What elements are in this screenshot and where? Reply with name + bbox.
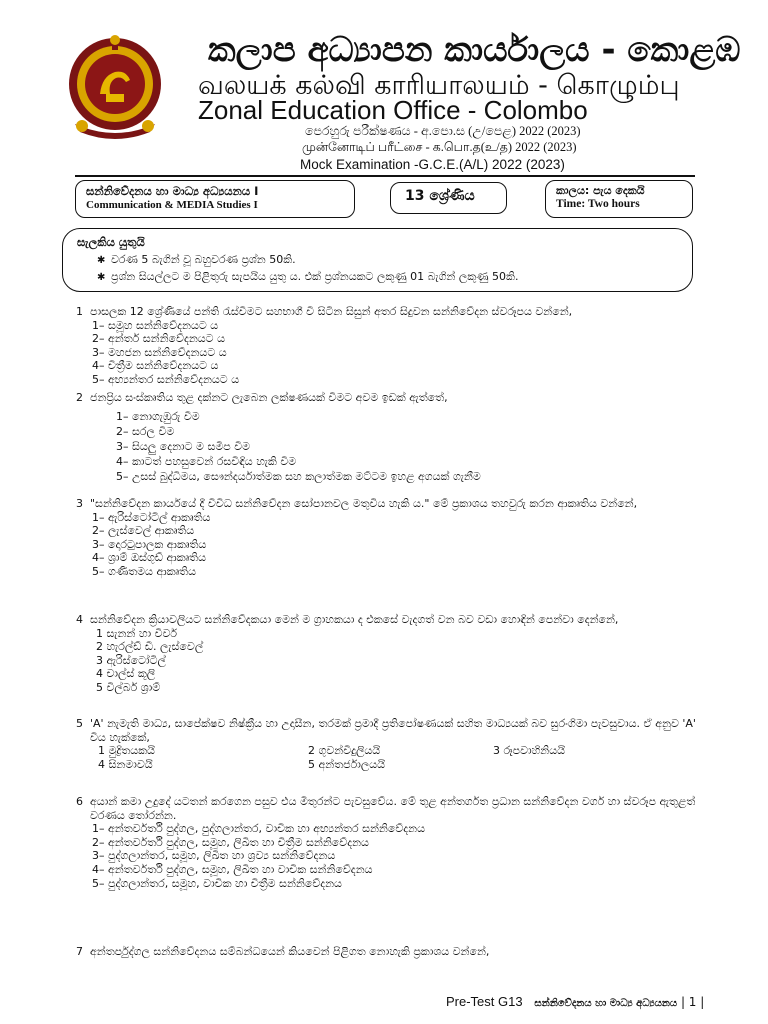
question-text: පාසලක 12 ශ්‍රේණියේ පන්ති රැස්වීමට සහභාගී වී සිටින සිසුන් අතර සිදුවන සන්නිවේදන ස්වරූපය වන්නේ,: [90, 305, 573, 318]
answer-option: 3– පුද්ගලාන්තර, සමූහ, ලිඛිත හා ශ්‍රව්‍ය සන්නිවේදනය: [92, 849, 336, 863]
question-number: 2: [76, 391, 83, 404]
instruction-item: ✱ ප්‍රශ්න සියල්ලට ම පිළිතුරු සැපයිය යුතු ය. එක් ප්‍රශ්නයකට ලකුණු 01 බැගින් ලකුණු 50කි.: [97, 270, 519, 283]
question-number: 1: [76, 305, 83, 318]
header-divider: [75, 175, 695, 177]
answer-option: 1– අන්තර්වර්ති පුද්ගල, පුද්ගලාන්තර, වාචික හා අභ්‍යන්තර සන්නිවේදනය: [92, 822, 425, 836]
footer-test-label: Pre-Test G13: [446, 994, 523, 1009]
answer-option: 5– උසස් බුද්ධිමය, සෞන්දර්යාත්මක සහ කලාත්මක මට්ටම ඉහළ අගයක් ගැනීම: [116, 469, 481, 483]
answer-option: 5– පුද්ගලාන්තර, සමූහ, වාචික හා චිත්‍රීම සන්නිවේදනය: [92, 876, 342, 890]
sri-lanka-crest-logo: [60, 32, 170, 144]
page-number: | 1 |: [680, 995, 705, 1009]
question-number: 5: [76, 717, 83, 730]
answer-option: 3– සියලු දෙනාට ම සමීප වීම: [116, 439, 251, 453]
question-4: [76, 613, 706, 695]
answer-option: 2– අන්තර් සන්නිවේදනයට ය: [92, 332, 225, 346]
star-bullet-icon: ✱: [97, 255, 106, 266]
answer-option: 5– අභ්‍යන්තර සන්නිවේදනයට ය: [92, 372, 240, 386]
answer-option: 2– ලැස්වෙල් ආකෘතිය: [92, 524, 195, 538]
answer-option: 1 සැනන් හා වීවර්: [96, 626, 178, 640]
page-footer: [446, 994, 704, 1009]
question-5: [76, 717, 706, 771]
question-1: [76, 305, 706, 387]
subject-name-sinhala: සන්නිවේදනය හා මාධ්‍ය අධ්‍යයනය I: [86, 184, 259, 198]
answer-option: 1 මුද්‍රිතයකයි: [98, 744, 155, 758]
answer-option: 4 සිනමාවයි: [98, 757, 153, 771]
subject-name-english: Communication & MEDIA Studies I: [86, 199, 258, 211]
question-3: [76, 497, 706, 579]
footer-subject: සන්නිවේදනය හා මාධ්‍ය අධ්‍යයනය: [534, 998, 678, 1009]
question-number: 7: [76, 945, 83, 958]
answer-option: 2 හැරල්ඩ් ඩී. ලැස්වෙල්: [96, 640, 204, 654]
answer-option: 4– කාටත් පහසුවෙන් රසවිඳිය හැකි වීම: [116, 454, 297, 468]
answer-option: 3 ඇරිස්ටෝටිල්: [96, 653, 166, 667]
time-english: Time: Two hours: [556, 198, 640, 210]
answer-option: 2– සරල වීම: [116, 424, 175, 438]
question-7: [76, 945, 706, 959]
header-exam-english: Mock Examination -G.C.E.(A/L) 2022 (2023): [300, 157, 565, 172]
answer-option: 3– මහජන සන්නිවේදනයට ය: [92, 345, 227, 359]
time-sinhala: කාලය: පැය දෙකයි: [556, 184, 645, 197]
star-bullet-icon: ✱: [97, 272, 106, 283]
question-number: 6: [76, 795, 83, 808]
grade-label: 13 ශ්‍රේණිය: [405, 188, 475, 204]
header-exam-sinhala: පෙරහුරු පරීක්ෂණය - අ.පො.ස (උ/පෙළ) 2022 (2023): [305, 124, 581, 138]
header-exam-tamil: முன்னோடிப் பரீட்சை - க.பொ.த(உ/த) 2022 (2023): [302, 140, 577, 154]
answer-option: 5– ගණිතමය ආකෘතිය: [92, 564, 196, 578]
question-text: අයාන් කමා උදුදේ යටතන් කරගෙන පසුව එය මිතුරන්ට පැවසුවේය. මේ තුළ අන්තර්ගත ප්‍රධාන සන්නිවේදන වර්ග හා ස්වරූප ඇතුළත් වරණය තෝරන්න.: [90, 795, 696, 822]
instructions-box: [62, 228, 693, 292]
instructions-title: සැලකිය යුතුයි: [77, 235, 145, 249]
instruction-item: ✱ වරණ 5 බැගින් වූ බහුවරණ ප්‍රශ්න 50කි.: [97, 253, 296, 266]
answer-option: 2 ගුවන්විදුලියයි: [308, 744, 381, 758]
answer-option: 5 අන්තර්ජාලයයි: [308, 757, 386, 771]
answer-option: 3– දොරටුපාලක ආකෘතිය: [92, 537, 207, 551]
question-2: [76, 391, 706, 484]
answer-option: 1– නොගැඹුරු වීම: [116, 409, 200, 423]
question-6: [76, 795, 706, 890]
question-text: ජනප්‍රිය සංස්කෘතිය තුළ දක්නට ලැබෙන ලක්ෂණයක් වීමට අවම ඉඩක් ඇත්තේ,: [90, 391, 448, 404]
header-title-sinhala: කලාප අධ්‍යාපන කාර්යාලය - කොළඹ: [208, 30, 741, 70]
grade-box: [390, 182, 507, 214]
answer-option: 4– චිත්‍රීම සන්නිවේදනයට ය: [92, 359, 219, 373]
header-title-tamil: வலயக் கல்வி காரியாலயம் - கொழும்பு: [198, 70, 680, 101]
answer-option: 2– අන්තර්වර්ති පුද්ගල, සමූහ, ලිඛිත හා චිත්‍රීම සන්නිවේදනය: [92, 835, 369, 849]
answer-option: 4 චාල්ස් කූලි: [96, 667, 156, 681]
answer-option: 4– අන්තර්වර්ති පුද්ගල, සමූහ, ලිඛිත හා වාචික සන්නිවේදනය: [92, 862, 373, 876]
answer-option: 3 රූපවාහිනියයි: [493, 744, 566, 758]
answer-option: 4– ශ්‍රාම් ඔස්ගුඩ් ආකෘතිය: [92, 551, 206, 565]
subject-box: [75, 180, 355, 218]
question-text: අන්තර්පුද්ගල සන්නිවේදනය සම්බන්ධයෙන් කියවෙන් පිළිගත නොහැකි ප්‍රකාශය වන්නේ,: [90, 945, 490, 958]
header-title-english: Zonal Education Office - Colombo: [198, 95, 588, 125]
answer-option: 1– ඇරිස්ටෝටිල් ආකෘතිය: [92, 510, 211, 524]
question-text: 'A' නැමැති මාධ්‍ය, සාපේක්ෂව නිෂ්ක්‍රීය හා උදාසීන, තරමක් ප්‍රමාදී ප්‍රතිපෝෂණයක් සහිත මාධ්‍යයක් බව සුරංගිමා පැවසුවාය. ඒ අනුව 'A' විය හැක්කේ,: [90, 717, 696, 744]
answer-option: 1– සමූහ සන්නිවේදනයට ය: [92, 318, 219, 332]
question-number: 3: [76, 497, 83, 510]
question-number: 4: [76, 613, 83, 626]
answer-option: 5 විල්බර් ශ්‍රාම්: [96, 680, 161, 694]
question-text: "සන්නිවේදන කාර්යයේ දී විවිධ සන්නිවේදන සෝපානවල මතුවිය හැකි ය." මේ ප්‍රකාශය තහවුරු කරන ආකෘතිය වන්නේ,: [90, 497, 638, 510]
time-box: [545, 180, 693, 218]
question-text: සන්නිවේදන ක්‍රියාවලියට සන්නිවේදකයා මෙන් ම ග්‍රාහකයා ද එකසේ වැදගත් වන බව වඩා හොඳින් පෙන්වා දෙන්නේ,: [90, 613, 619, 626]
